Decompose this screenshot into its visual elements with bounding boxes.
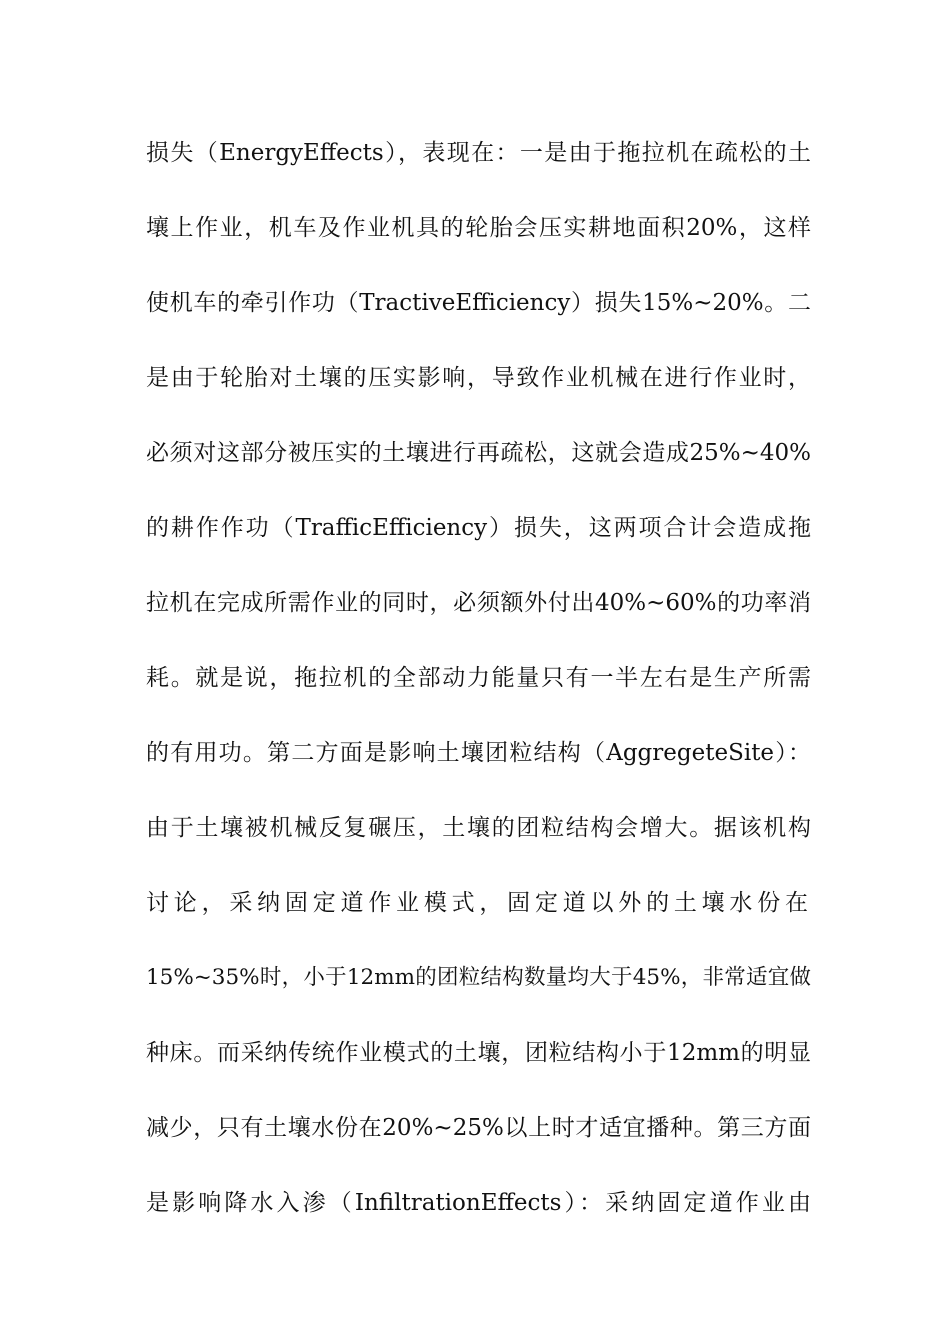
body-text	[146, 132, 811, 1257]
text-line: 耗。就是说，拖拉机的全部动力能量只有一半左右是生产所需	[146, 665, 811, 691]
text-line: 使机车的牵引作功（TractiveEfficiency）损失15%~20%。二	[146, 290, 811, 316]
text-line: 种床。而采纳传统作业模式的土壤，团粒结构小于12mm的明显	[146, 1040, 811, 1066]
text-line: 讨论，采纳固定道作业模式，固定道以外的土壤水份在	[146, 890, 811, 916]
text-line: 的有用功。第二方面是影响土壤团粒结构（AggregeteSite）：	[146, 740, 811, 766]
text-line: 的耕作作功（TrafficEfficiency）损失，这两项合计会造成拖	[146, 515, 811, 541]
text-line: 壤上作业，机车及作业机具的轮胎会压实耕地面积20%，这样	[146, 215, 811, 241]
text-line: 必须对这部分被压实的土壤进行再疏松，这就会造成25%~40%	[146, 440, 811, 466]
text-line: 是影响降水入渗（InfiltrationEffects）：采纳固定道作业由	[146, 1190, 811, 1216]
text-line: 损失（EnergyEffects），表现在：一是由于拖拉机在疏松的土	[146, 140, 811, 166]
text-line: 由于土壤被机械反复碾压，土壤的团粒结构会增大。据该机构	[146, 815, 811, 841]
text-line: 减少，只有土壤水份在20%~25%以上时才适宜播种。第三方面	[146, 1115, 811, 1141]
text-line: 是由于轮胎对土壤的压实影响，导致作业机械在进行作业时，	[146, 365, 811, 391]
text-line: 拉机在完成所需作业的同时，必须额外付出40%~60%的功率消	[146, 590, 811, 616]
text-line: 15%~35%时，小于12mm的团粒结构数量均大于45%，非常适宜做	[146, 965, 811, 990]
